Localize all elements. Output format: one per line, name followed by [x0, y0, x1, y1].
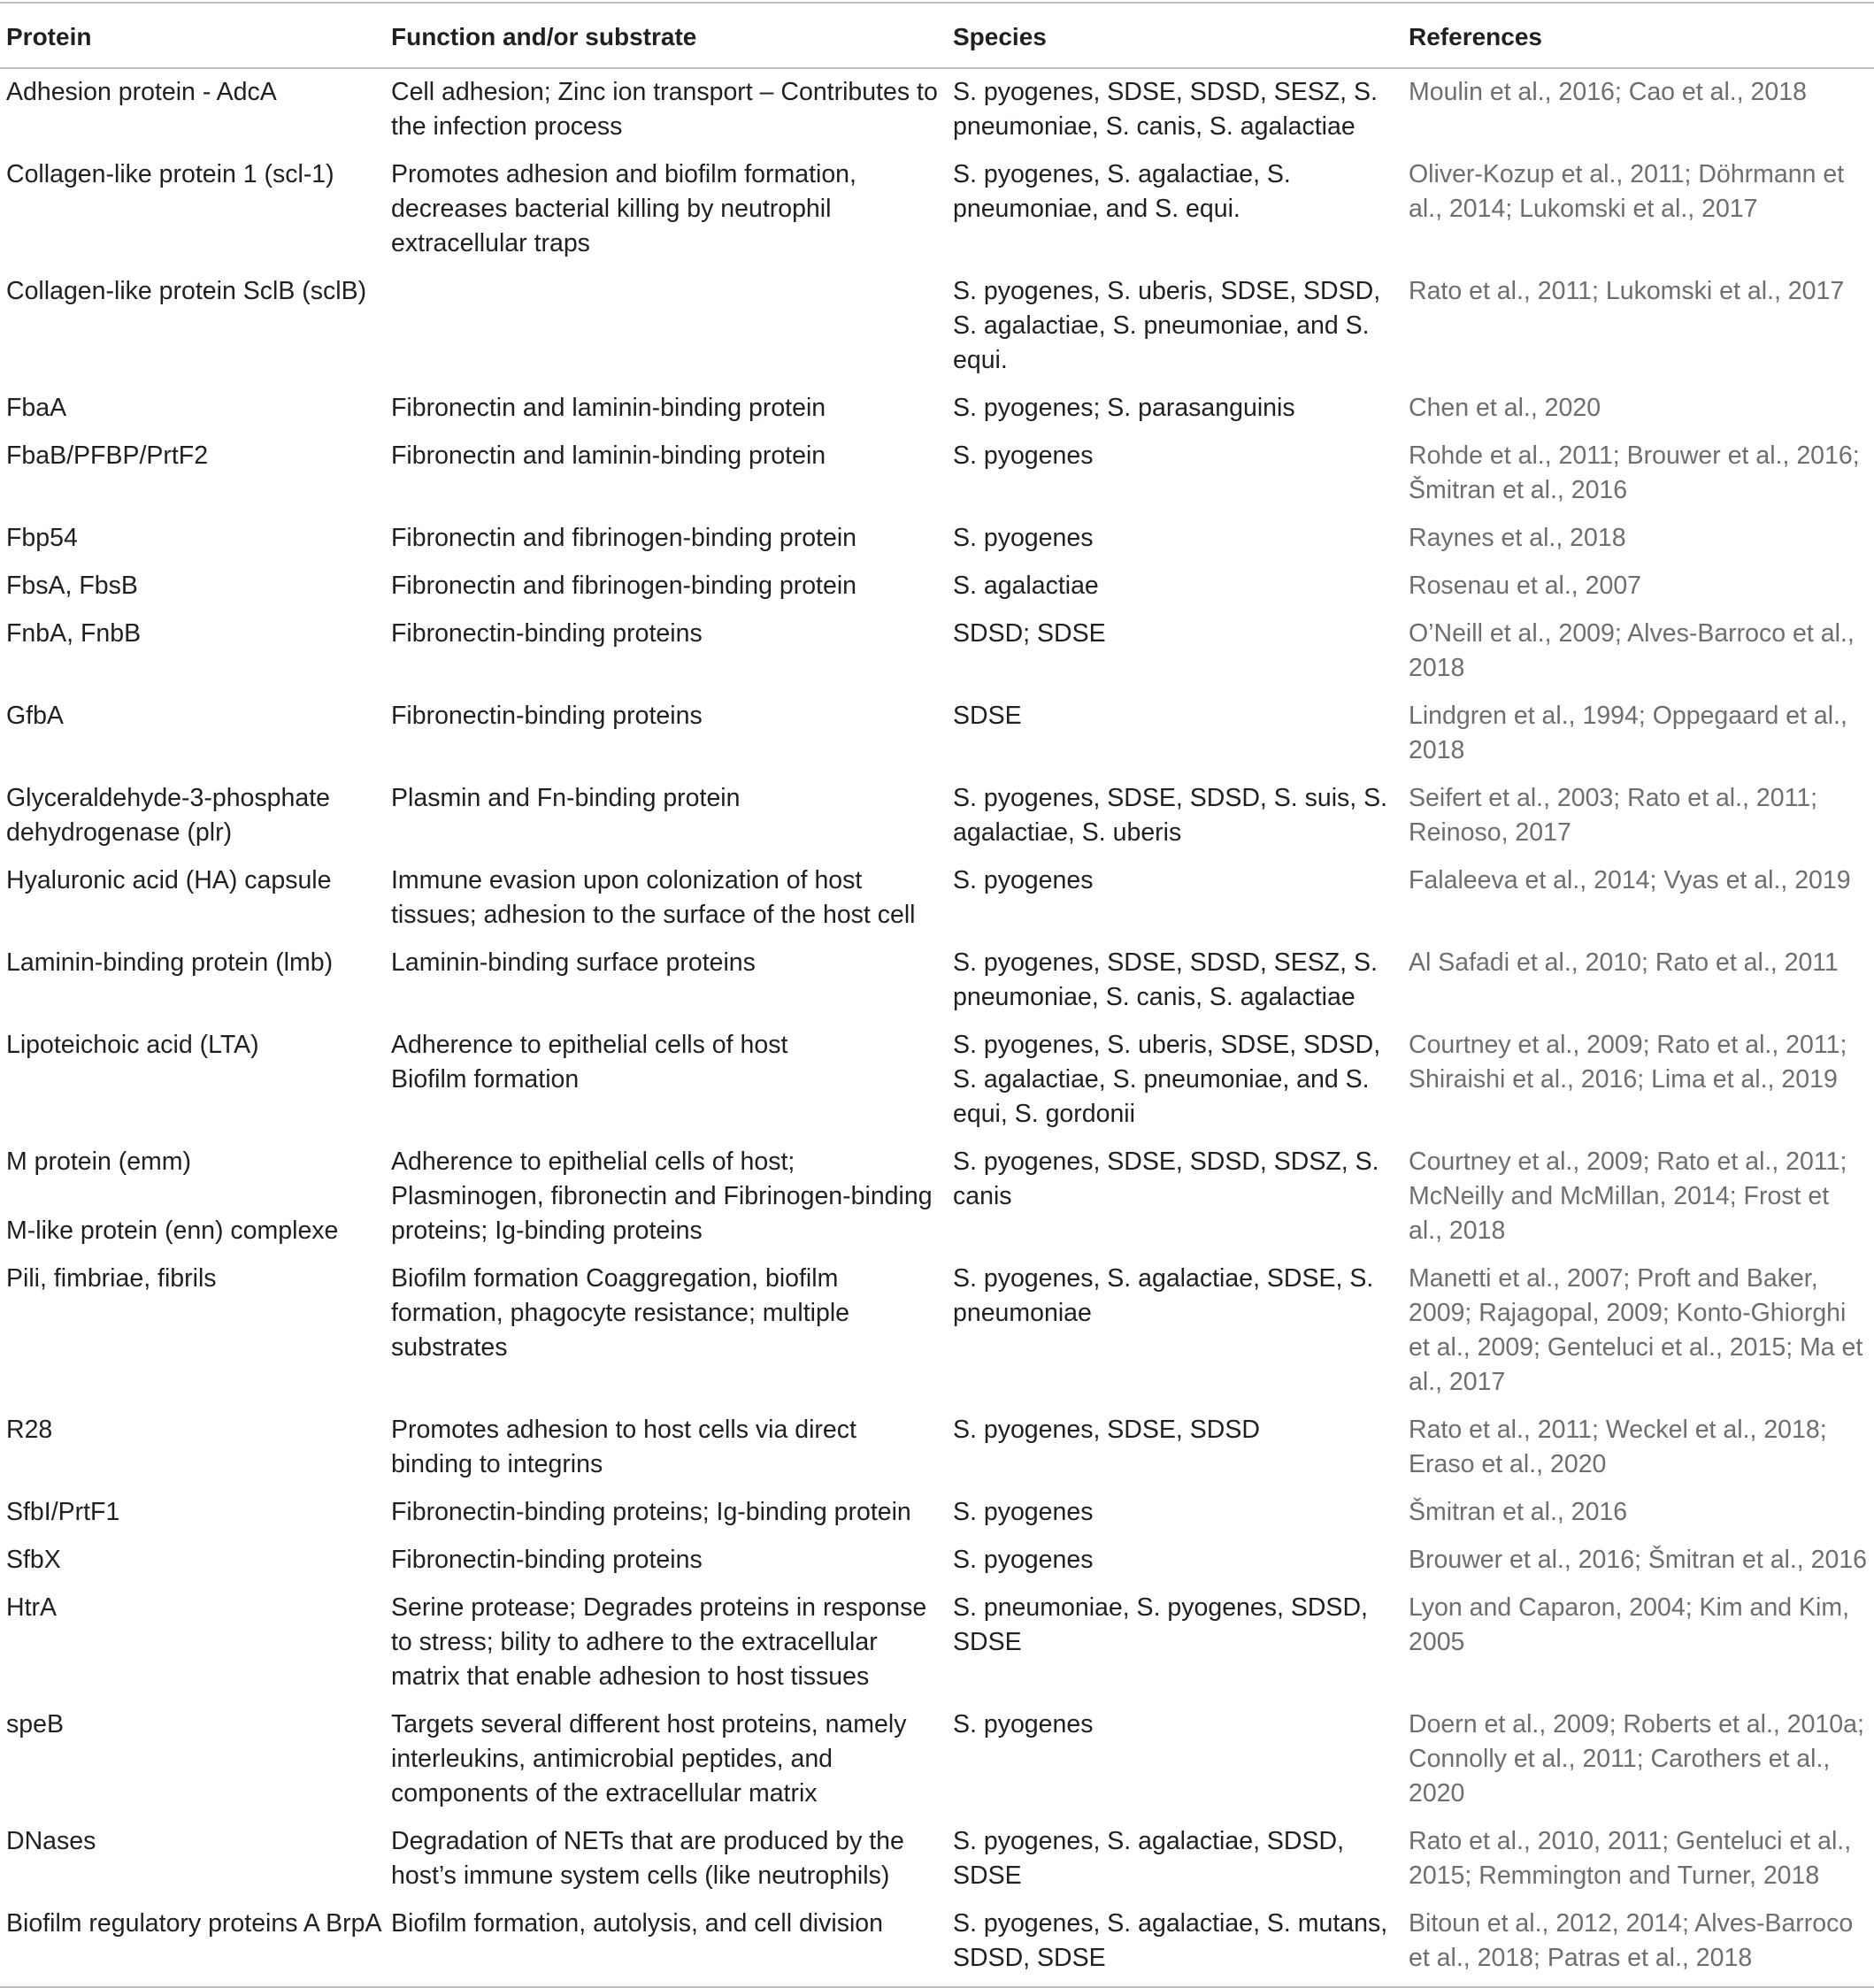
- function-text: Biofilm formation, autolysis, and cell division: [391, 1909, 883, 1938]
- cell-references: [1407, 940, 1874, 1022]
- protein-name: SfbI/PrtF1: [6, 1498, 120, 1526]
- protein-name: Collagen-like protein SclB (sclB): [6, 277, 367, 305]
- references-text: Rato et al., 2011; Lukomski et al., 2017: [1409, 277, 1845, 305]
- function-text: Serine protease; Degrades proteins in response to stress; bility to adhere to the extracellular matrix that enable adhesion to host tissues: [391, 1593, 927, 1691]
- function-text: Fibronectin-binding proteins: [391, 1546, 703, 1574]
- cell-function: [389, 1701, 951, 1818]
- cell-protein: [0, 1407, 389, 1489]
- header-protein: Protein: [0, 3, 389, 68]
- species-text: S. pyogenes, S. agalactiae, SDSD, SDSE: [953, 1827, 1345, 1890]
- function-text: Fibronectin-binding proteins: [391, 702, 703, 730]
- protein-gap: [6, 1179, 382, 1214]
- cell-species: [951, 1701, 1407, 1818]
- references-text: Rato et al., 2011; Weckel et al., 2018; Eraso et al., 2020: [1409, 1416, 1827, 1478]
- cell-function: [389, 1537, 951, 1585]
- cell-protein: [0, 693, 389, 775]
- species-text: S. pyogenes; S. parasanguinis: [953, 394, 1295, 422]
- cell-species: [951, 775, 1407, 857]
- table-row: [0, 68, 1874, 151]
- table-row: [0, 563, 1874, 610]
- cell-species: [951, 940, 1407, 1022]
- protein-name: FbsA, FbsB: [6, 572, 138, 600]
- function-text: Fibronectin and laminin-binding protein: [391, 441, 826, 470]
- cell-references: [1407, 268, 1874, 385]
- species-text: S. pyogenes: [953, 441, 1094, 470]
- header-row: [0, 3, 1874, 68]
- references-text: Al Safadi et al., 2010; Rato et al., 2011: [1409, 948, 1839, 977]
- cell-references: [1407, 1139, 1874, 1255]
- function-text: Fibronectin and laminin-binding protein: [391, 394, 826, 422]
- cell-protein: [0, 1139, 389, 1255]
- species-text: S. pyogenes, S. agalactiae, S. pneumoniae, and S. equi.: [953, 160, 1291, 223]
- protein-name: Lipoteichoic acid (LTA): [6, 1031, 259, 1059]
- cell-function: [389, 1139, 951, 1255]
- protein-name: DNases: [6, 1827, 96, 1855]
- table-row: [0, 385, 1874, 433]
- table-row: [0, 693, 1874, 775]
- references-text: Moulin et al., 2016; Cao et al., 2018: [1409, 78, 1807, 106]
- table-row: [0, 1537, 1874, 1585]
- function-text: Promotes adhesion and biofilm formation, decreases bacterial killing by neutrophil extracellular traps: [391, 160, 856, 257]
- cell-protein: [0, 1900, 389, 1987]
- cell-protein: [0, 1701, 389, 1818]
- references-text: Courtney et al., 2009; Rato et al., 2011; Shiraishi et al., 2016; Lima et al., 2019: [1409, 1031, 1847, 1094]
- cell-references: [1407, 775, 1874, 857]
- cell-species: [951, 610, 1407, 693]
- table-row: [0, 433, 1874, 515]
- cell-references: [1407, 1701, 1874, 1818]
- cell-species: [951, 1022, 1407, 1139]
- cell-function: [389, 693, 951, 775]
- cell-references: [1407, 1255, 1874, 1407]
- references-text: Brouwer et al., 2016; Šmitran et al., 2016: [1409, 1546, 1868, 1574]
- cell-protein: [0, 515, 389, 563]
- protein-name: FbaA: [6, 394, 67, 422]
- protein-name: HtrA: [6, 1593, 57, 1622]
- table-row: [0, 1701, 1874, 1818]
- species-text: S. pyogenes: [953, 866, 1094, 894]
- species-text: SDSE: [953, 702, 1022, 730]
- cell-species: [951, 68, 1407, 151]
- function-text: Adherence to epithelial cells of host: [391, 1031, 788, 1059]
- cell-function: [389, 151, 951, 268]
- cell-protein: [0, 857, 389, 940]
- species-text: S. pyogenes, S. uberis, SDSE, SDSD, S. agalactiae, S. pneumoniae, and S. equi, S. gordonii: [953, 1031, 1381, 1128]
- table-row: [0, 1900, 1874, 1987]
- protein-name: Biofilm regulatory proteins A BrpA: [6, 1909, 382, 1938]
- references-text: Seifert et al., 2003; Rato et al., 2011; Reinoso, 2017: [1409, 784, 1818, 847]
- cell-protein: [0, 433, 389, 515]
- cell-function: [389, 775, 951, 857]
- function-text: Fibronectin and fibrinogen-binding protein: [391, 524, 857, 552]
- table-row: [0, 857, 1874, 940]
- cell-species: [951, 693, 1407, 775]
- cell-species: [951, 1537, 1407, 1585]
- table-row: [0, 1407, 1874, 1489]
- function-text: Plasmin and Fn-binding protein: [391, 784, 741, 812]
- species-text: S. agalactiae: [953, 572, 1099, 600]
- species-text: S. pyogenes, SDSE, SDSD, SESZ, S. pneumoniae, S. canis, S. agalactiae: [953, 78, 1378, 141]
- cell-species: [951, 385, 1407, 433]
- table-row: [0, 1489, 1874, 1537]
- function-text: Fibronectin-binding proteins: [391, 619, 703, 648]
- cell-protein: [0, 1818, 389, 1900]
- header-species: Species: [951, 3, 1407, 68]
- references-text: Šmitran et al., 2016: [1409, 1498, 1628, 1526]
- species-text: S. pyogenes: [953, 1546, 1094, 1574]
- cell-species: [951, 268, 1407, 385]
- table-row: [0, 610, 1874, 693]
- cell-species: [951, 563, 1407, 610]
- protein-name: Fbp54: [6, 524, 78, 552]
- protein-name: FnbA, FnbB: [6, 619, 142, 648]
- cell-protein: [0, 775, 389, 857]
- species-text: S. pyogenes: [953, 1710, 1094, 1739]
- cell-references: [1407, 857, 1874, 940]
- cell-species: [951, 1407, 1407, 1489]
- function-text: Cell adhesion; Zinc ion transport – Contributes to the infection process: [391, 78, 938, 141]
- cell-protein: [0, 385, 389, 433]
- protein-name-secondary: M-like protein (enn) complexe: [6, 1217, 339, 1245]
- cell-function: [389, 563, 951, 610]
- references-text: Falaleeva et al., 2014; Vyas et al., 2019: [1409, 866, 1851, 894]
- cell-function: [389, 1489, 951, 1537]
- function-text: Laminin-binding surface proteins: [391, 948, 756, 977]
- references-text: Rohde et al., 2011; Brouwer et al., 2016; Šmitran et al., 2016: [1409, 441, 1860, 504]
- cell-function: [389, 940, 951, 1022]
- protein-name: SfbX: [6, 1546, 61, 1574]
- references-text: Bitoun et al., 2012, 2014; Alves-Barroco et al., 2018; Patras et al., 2018: [1409, 1909, 1854, 1972]
- cell-function: [389, 268, 951, 385]
- cell-function: [389, 1407, 951, 1489]
- cell-protein: [0, 1585, 389, 1701]
- protein-name: Collagen-like protein 1 (scl-1): [6, 160, 334, 188]
- cell-references: [1407, 693, 1874, 775]
- species-text: S. pyogenes, SDSE, SDSD: [953, 1416, 1260, 1444]
- virulence-factors-table: [0, 2, 1874, 1988]
- cell-function: [389, 1255, 951, 1407]
- function-text: Promotes adhesion to host cells via direct binding to integrins: [391, 1416, 856, 1478]
- cell-species: [951, 857, 1407, 940]
- cell-function: [389, 515, 951, 563]
- references-text: Lyon and Caparon, 2004; Kim and Kim, 2005: [1409, 1593, 1849, 1656]
- cell-function: [389, 857, 951, 940]
- cell-function: [389, 1022, 951, 1139]
- cell-references: [1407, 610, 1874, 693]
- species-text: S. pyogenes, S. agalactiae, SDSE, S. pneumoniae: [953, 1264, 1374, 1327]
- table-row: [0, 1022, 1874, 1139]
- cell-species: [951, 1139, 1407, 1255]
- species-text: S. pyogenes: [953, 1498, 1094, 1526]
- species-text: SDSD; SDSE: [953, 619, 1106, 648]
- function-text: Biofilm formation Coaggregation, biofilm formation, phagocyte resistance; multiple substrates: [391, 1264, 850, 1362]
- function-text: Targets several different host proteins, namely interleukins, antimicrobial peptides, and components of the extracellular matrix: [391, 1710, 907, 1808]
- cell-protein: [0, 1255, 389, 1407]
- cell-function: [389, 68, 951, 151]
- cell-references: [1407, 1022, 1874, 1139]
- cell-species: [951, 1255, 1407, 1407]
- protein-name: Glyceraldehyde-3-phosphate dehydrogenase (plr): [6, 784, 330, 847]
- table-row: [0, 940, 1874, 1022]
- table-row: [0, 775, 1874, 857]
- species-text: S. pneumoniae, S. pyogenes, SDSD, SDSE: [953, 1593, 1368, 1656]
- cell-references: [1407, 68, 1874, 151]
- cell-species: [951, 433, 1407, 515]
- cell-protein: [0, 151, 389, 268]
- cell-function: [389, 1900, 951, 1987]
- references-text: Rato et al., 2010, 2011; Genteluci et al., 2015; Remmington and Turner, 2018: [1409, 1827, 1852, 1890]
- cell-species: [951, 1900, 1407, 1987]
- table-body: [0, 68, 1874, 1987]
- protein-name: GfbA: [6, 702, 64, 730]
- cell-references: [1407, 1489, 1874, 1537]
- cell-references: [1407, 1585, 1874, 1701]
- cell-protein: [0, 1022, 389, 1139]
- protein-name: Hyaluronic acid (HA) capsule: [6, 866, 332, 894]
- protein-name: Laminin-binding protein (lmb): [6, 948, 334, 977]
- cell-function: [389, 1818, 951, 1900]
- protein-name: M protein (emm): [6, 1148, 192, 1176]
- cell-function: [389, 433, 951, 515]
- cell-species: [951, 1818, 1407, 1900]
- table-row: [0, 1585, 1874, 1701]
- cell-protein: [0, 563, 389, 610]
- table-row: [0, 1818, 1874, 1900]
- cell-references: [1407, 1537, 1874, 1585]
- cell-function: [389, 385, 951, 433]
- protein-name: Pili, fimbriae, fibrils: [6, 1264, 217, 1293]
- function-text: Adherence to epithelial cells of host; Plasminogen, fibronectin and Fibrinogen-binding proteins; Ig-binding proteins: [391, 1148, 933, 1245]
- cell-references: [1407, 385, 1874, 433]
- references-text: Manetti et al., 2007; Proft and Baker, 2009; Rajagopal, 2009; Konto-Ghiorghi et al., 2009; Genteluci et al., 2015; Ma et al., 2017: [1409, 1264, 1863, 1396]
- species-text: S. pyogenes: [953, 524, 1094, 552]
- cell-function: [389, 1585, 951, 1701]
- references-text: Oliver-Kozup et al., 2011; Döhrmann et al., 2014; Lukomski et al., 2017: [1409, 160, 1845, 223]
- references-text: Lindgren et al., 1994; Oppegaard et al., 2018: [1409, 702, 1847, 764]
- table-row: [0, 151, 1874, 268]
- cell-protein: [0, 610, 389, 693]
- protein-name: R28: [6, 1416, 53, 1444]
- references-text: Rosenau et al., 2007: [1409, 572, 1642, 600]
- cell-protein: [0, 68, 389, 151]
- cell-protein: [0, 940, 389, 1022]
- cell-protein: [0, 1489, 389, 1537]
- species-text: S. pyogenes, SDSE, SDSD, SESZ, S. pneumoniae, S. canis, S. agalactiae: [953, 948, 1378, 1011]
- protein-name: FbaB/PFBP/PrtF2: [6, 441, 209, 470]
- cell-species: [951, 151, 1407, 268]
- species-text: S. pyogenes, SDSE, SDSD, SDSZ, S. canis: [953, 1148, 1379, 1210]
- cell-protein: [0, 268, 389, 385]
- references-text: Doern et al., 2009; Roberts et al., 2010a; Connolly et al., 2011; Carothers et al., 2020: [1409, 1710, 1864, 1808]
- function-text: Fibronectin and fibrinogen-binding protein: [391, 572, 857, 600]
- species-text: S. pyogenes, S. uberis, SDSE, SDSD, S. agalactiae, S. pneumoniae, and S. equi.: [953, 277, 1381, 374]
- cell-function: [389, 610, 951, 693]
- table-row: [0, 515, 1874, 563]
- table-row: [0, 1255, 1874, 1407]
- function-text: Immune evasion upon colonization of host tissues; adhesion to the surface of the host cell: [391, 866, 916, 929]
- species-text: S. pyogenes, S. agalactiae, S. mutans, SDSD, SDSE: [953, 1909, 1388, 1972]
- cell-species: [951, 1585, 1407, 1701]
- protein-name: Adhesion protein - AdcA: [6, 78, 277, 106]
- cell-species: [951, 515, 1407, 563]
- cell-references: [1407, 1818, 1874, 1900]
- cell-species: [951, 1489, 1407, 1537]
- cell-references: [1407, 563, 1874, 610]
- references-text: Courtney et al., 2009; Rato et al., 2011; McNeilly and McMillan, 2014; Frost et al., 2018: [1409, 1148, 1847, 1245]
- species-text: S. pyogenes, SDSE, SDSD, S. suis, S. agalactiae, S. uberis: [953, 784, 1388, 847]
- protein-name: speB: [6, 1710, 64, 1739]
- cell-references: [1407, 515, 1874, 563]
- table-header: [0, 3, 1874, 68]
- references-text: Chen et al., 2020: [1409, 394, 1601, 422]
- header-function: Function and/or substrate: [389, 3, 951, 68]
- cell-references: [1407, 151, 1874, 268]
- table-row: [0, 268, 1874, 385]
- function-text: Fibronectin-binding proteins; Ig-binding protein: [391, 1498, 911, 1526]
- table-row: [0, 1139, 1874, 1255]
- cell-references: [1407, 433, 1874, 515]
- function-text: Degradation of NETs that are produced by the host’s immune system cells (like neutrophils): [391, 1827, 904, 1890]
- cell-protein: [0, 1537, 389, 1585]
- header-references: References: [1407, 3, 1874, 68]
- references-text: O’Neill et al., 2009; Alves-Barroco et al., 2018: [1409, 619, 1855, 682]
- references-text: Raynes et al., 2018: [1409, 524, 1626, 552]
- cell-references: [1407, 1407, 1874, 1489]
- cell-references: [1407, 1900, 1874, 1987]
- function-text-secondary: Biofilm formation: [391, 1065, 580, 1094]
